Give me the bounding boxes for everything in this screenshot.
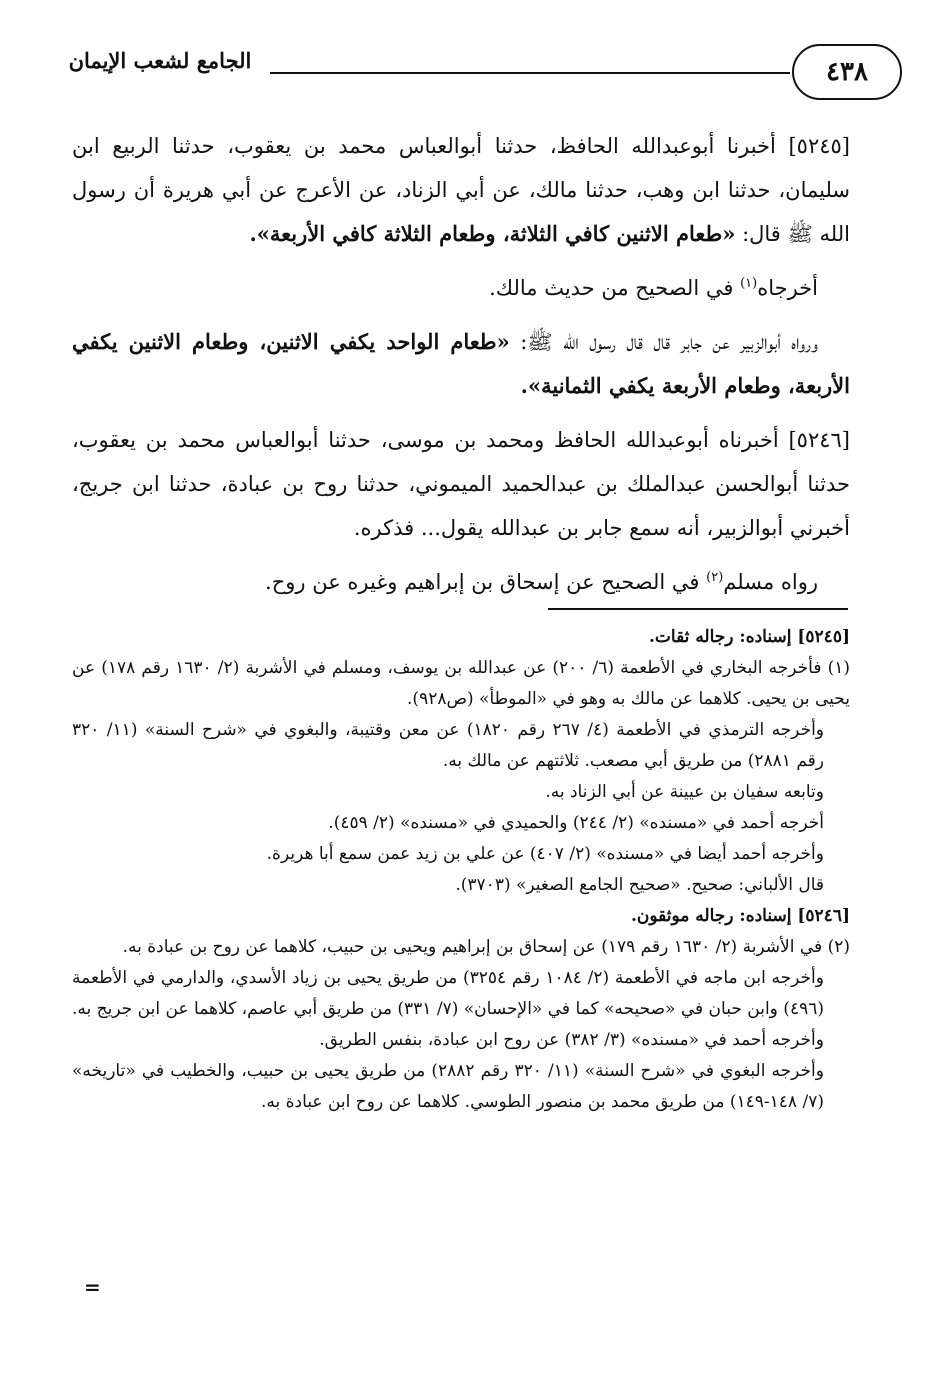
hadith-5245-text: [٥٢٤٥] أخبرنا أبوعبدالله الحافظ، حدثنا أبوالعباس محمد بن يعقوب، حدثنا الربيع ابن سليمان، حدثنا ابن وهب، حدثنا مالك، عن أبي الزناد، عن الأعرج عن أبي هريرة أن رسول الله ﷺ قال: [72,134,850,246]
page-number: ٤٣٨ [792,44,902,100]
book-title: الجامع لشعب الإيمان [68,48,252,73]
hadith-5246-text: [٥٢٤٦] أخبرناه أبوعبدالله الحافظ ومحمد بن موسى، حدثنا أبوالعباس محمد بن يعقوب، حدثنا أبوالحسن عبدالملك بن عبدالحميد الميموني، حدثنا روح بن عبادة، حدثنا ابن جريج، أخبرني أبوالزبير، أنه سمع جابر بن عبدالله يقول... فذكره. [72,428,850,540]
hadith-5245 [72,124,850,256]
hadith-5246 [72,418,850,550]
footnote-1: (١) فأخرجه البخاري في الأطعمة (٦/ ٢٠٠) عن عبدالله بن يوسف، ومسلم في الأشربة (٢/ ١٦٣٠ رقم ١٧٨) عن يحيى بن يحيى. كلاهما عن مالك به وهو في «الموطأ» (ص٩٢٨). [72,658,850,709]
footnote-2-ibn-majah: وأخرجه ابن ماجه في الأطعمة (٢/ ١٠٨٤ رقم ٣٢٥٤) من طريق يحيى بن زياد الأسدي، والدارمي في الأطعمة (٤٩٦) وابن حبان في «صحيحه» كما في «الإحسان» (٧/ ٣٣١) من طريق أبي عاصم، كلاهما عن ابن جريج به. وأخرجه أحمد في «مسنده» (٣/ ٣٨٢) عن روح ابن عبادة، بنفس الطريق. [72,968,824,1050]
takhrij-5246-b: في الصحيح عن إسحاق بن إبراهيم وغيره عن روح. [265,570,700,594]
footnote-5246-heading: [٥٢٤٦] إسناده: رجاله موثقون. [630,906,850,926]
footnote-1-ahmad: أخرجه أحمد في «مسنده» (٢/ ٢٤٤) والحميدي في «مسنده» (٢/ ٤٥٩). [328,813,824,833]
hadith-5245-quote: «طعام الاثنين كافي الثلاثة، وطعام الثلاثة كافي الأربعة». [249,221,736,246]
jabir-narration [72,320,850,408]
footnote-ref-2: (٢) [706,570,724,585]
takhrij-5245 [72,266,850,310]
footnote-1-sufyan: وتابعه سفيان بن عيينة عن أبي الزناد به. [545,782,824,802]
jabir-narration-text: ورواه أبوالزبير عن جابر قال قال رسول الله ﷺ: [520,330,818,354]
takhrij-5246 [72,560,850,604]
footnote-1-tirmidhi: وأخرجه الترمذي في الأطعمة (٤/ ٢٦٧ رقم ١٨٢٠) عن معن وقتيبة، والبغوي في «شرح السنة» (١١/ ٣٢٠ رقم ٢٨٨١) من طريق أبي مصعب. ثلاثتهم عن مالك به. [72,720,825,771]
continuation-mark: = [84,1275,101,1299]
footnote-ref-1: (١) [740,276,758,291]
footnote-separator [548,608,848,610]
takhrij-5245-a: أخرجاه [757,276,818,300]
footnote-2-baghawi: وأخرجه البغوي في «شرح السنة» (١١/ ٣٢٠ رقم ٢٨٨٢) من طريق يحيى بن حبيب، والخطيب في «تاريخه» (٧/ ١٤٨-١٤٩) من طريق محمد بن منصور الطوسي. كلاهما عن روح ابن عبادة به. [72,1061,824,1112]
footnotes [72,622,850,1118]
footnote-1-albani: قال الألباني: صحيح. «صحيح الجامع الصغير» (٣٧٠٣). [455,875,824,895]
footnote-5245-heading: [٥٢٤٥] إسناده: رجاله ثقات. [648,627,850,647]
header-rule [270,72,790,74]
takhrij-5246-a: رواه مسلم [723,570,818,594]
jabir-narration-quote: «طعام الواحد يكفي الاثنين، وطعام الاثنين يكفي الأربعة، وطعام الأربعة يكفي الثمانية». [72,329,850,398]
main-text [72,124,850,604]
footnote-1-ahmad-2: وأخرجه أحمد أيضا في «مسنده» (٢/ ٤٠٧) عن علي بن زيد عمن سمع أبا هريرة. [266,844,824,864]
takhrij-5245-b: في الصحيح من حديث مالك. [489,276,734,300]
page-header [60,40,868,100]
footnote-2: (٢) في الأشربة (٢/ ١٦٣٠ رقم ١٧٩) عن إسحاق بن إبراهيم ويحيى بن حبيب، كلاهما عن روح بن عبادة به. [122,937,850,957]
